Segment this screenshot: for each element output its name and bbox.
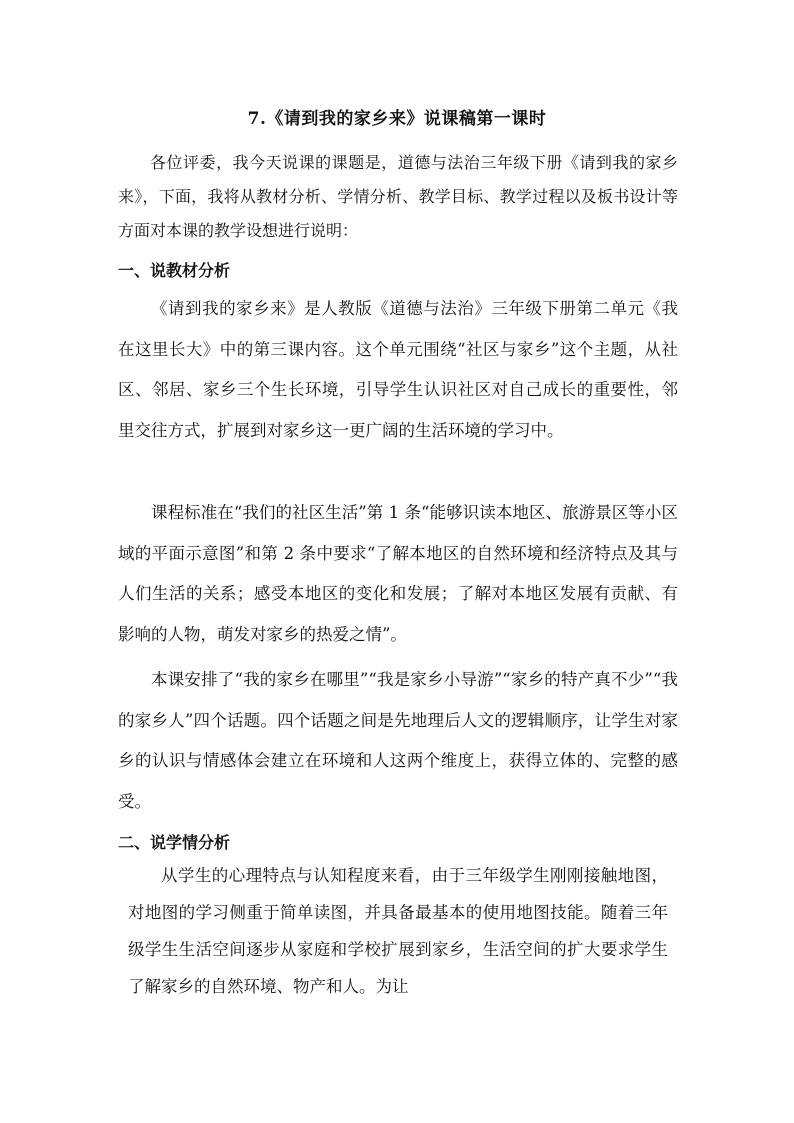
section-heading-textbook-analysis: 一、说教材分析 <box>118 261 231 280</box>
paragraph-student-analysis: 从学生的心理特点与认知程度来看，由于三年级学生刚刚接触地图，对地图的学习侧重于简单读图，并具备最基本的使用地图技能。随着三年级学生生活空间逐步从家庭和学校扩展到家乡，生活空间的扩大要求学生了解家乡的自然环境、物产和人。为让 <box>128 866 668 996</box>
intro-paragraph: 各位评委，我今天说课的课题是，道德与法治三年级下册《请到我的家乡来》，下面，我将从教材分析、学情分析、教学目标、教学过程以及板书设计等方面对本课的教学设想进行说明： <box>118 153 678 240</box>
section-heading-student-analysis: 二、说学情分析 <box>118 833 231 852</box>
document-title: 7.《请到我的家乡来》说课稿第一课时 <box>247 109 547 129</box>
paragraph-textbook-overview: 《请到我的家乡来》是人教版《道德与法治》三年级下册第二单元《我在这里长大》中的第三课内容。这个单元围绕“社区与家乡”这个主题，从社区、邻居、家乡三个生长环境，引导学生认识社区对自己成长的重要性，邻里交往方式，扩展到对家乡这一更广阔的生活环境的学习中。 <box>118 299 678 440</box>
paragraph-curriculum-standard: 课程标准在“我们的社区生活”第 1 条“能够识读本地区、旅游景区等小区域的平面示意图”和第 2 条中要求“了解本地区的自然环境和经济特点及其与人们生活的关系；感受本地区的变化和发展；了解对本地区发展有贡献、有影响的人物，萌发对家乡的热爱之情”。 <box>118 503 678 644</box>
paragraph-lesson-topics: 本课安排了“我的家乡在哪里”“我是家乡小导游”“家乡的特产真不少”“我的家乡人”四个话题。四个话题之间是先地理后人文的逻辑顺序，让学生对家乡的认识与情感体会建立在环境和人这两个维度上，获得立体的、完整的感受。 <box>118 670 678 811</box>
